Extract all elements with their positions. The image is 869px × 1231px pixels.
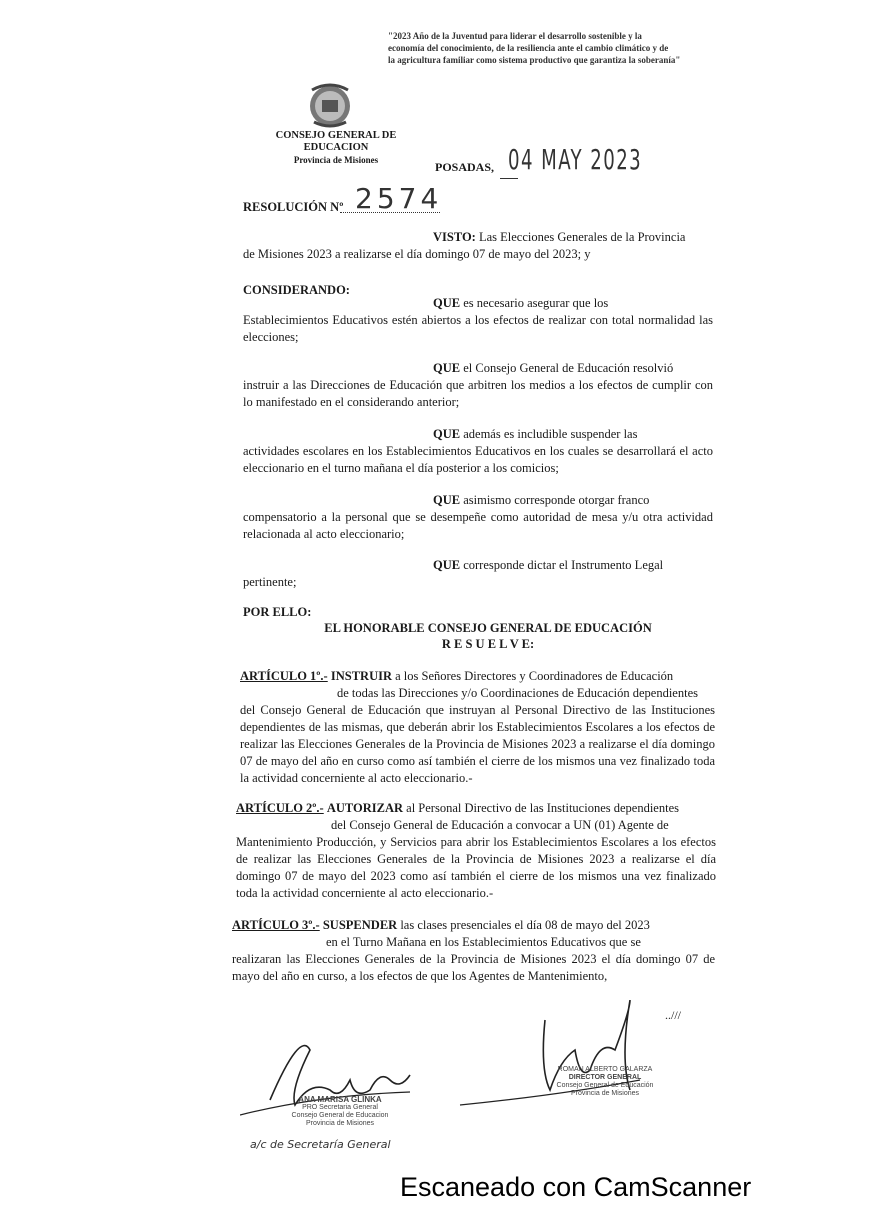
place-label: POSADAS, (435, 160, 495, 174)
date-underline (500, 178, 518, 179)
resuelve-heading: R E S U E L V E: (441, 637, 535, 651)
council-heading: EL HONORABLE CONSEJO GENERAL DE EDUCACIÓN (324, 621, 652, 635)
resolution-number: 2574 (355, 182, 443, 215)
org-name: CONSEJO GENERAL DE EDUCACION Provincia de Misiones (275, 130, 397, 165)
article-1: ARTÍCULO 1º.- INSTRUIR a los Señores Directores y Coordinadores de Educación de todas las Direcciones y/o Coordinaciones de Educación dependientes del Consejo General de Educación que instruyan al Personal Directivo de las Instituciones dependientes de las mismas, que deberán abrir los Establecimientos Escolares a los efectos de realizar las Elecciones Generales de la Provincia de Misiones 2023 a realizarse el día domingo 07 de mayo del año en curso como así también el cierre de los mismos una vez finalizado toda la actividad concerniente al acto eleccionario.- (240, 669, 715, 785)
considerando-4: QUE asimismo corresponde otorgar franco compensatorio a la personal que se desempeñe como autoridad de mesa y/u otra actividad relacionada al acto eleccionario; (243, 493, 713, 541)
date-stamp: 04 MAY 2023 (508, 143, 643, 176)
considerando-3: QUE además es includible suspender las actividades escolares en los Establecimientos Educativos en los cuales se desarrollará el acto eleccionario en el turno mañana el día posterior a los comicios; (243, 427, 713, 475)
camscanner-watermark: Escaneado con CamScanner (400, 1172, 752, 1202)
considerando-5: QUE corresponde dictar el Instrumento Legal pertinente; (243, 558, 664, 589)
continues-mark: ../// (665, 1008, 682, 1022)
article-2: ARTÍCULO 2º.- AUTORIZAR al Personal Directivo de las Instituciones dependientes del Consejo General de Educación a convocar a UN (01) Agente de Mantenimiento Producción, y Servicios para abrir los Establecimientos Escolares a los efectos de realizar las Elecciones Generales de la Provincia de Misiones 2023 a realizarse el día domingo 07 de mayo del 2023 como así también el cierre de los mismos una vez finalizado toda la actividad concerniente al acto eleccionario.- (236, 801, 716, 900)
por-ello-heading: POR ELLO: (243, 605, 312, 619)
considerando-heading: CONSIDERANDO: (243, 283, 350, 297)
resolution-label: RESOLUCIÓN Nº (243, 200, 344, 214)
signature-right: ROMAN ALBERTO GALARZA DIRECTOR GENERAL Consejo General de Educación Provincia de Misiones (440, 1000, 680, 1130)
province-seal-icon (306, 80, 354, 130)
article-3: ARTÍCULO 3º.- SUSPENDER las clases presenciales el día 08 de mayo del 2023 en el Turno Mañana en los Establecimientos Educativos que se realizaran las Elecciones Generales de la Provincia de Misiones 2023 el día domingo 07 de mayo del año en curso, a los efectos de que los Agentes de Mantenimiento, (232, 918, 715, 983)
signature-left: ANA MARISA GLINKA PRO Secretaria General Consejo General de Educacion Provincia de Misiones a/c de Secretaría General (240, 1020, 440, 1160)
considerando-2: QUE el Consejo General de Educación resolvió instruir a las Direcciones de Educación que arbitren los medios a los efectos de cumplir con lo manifestado en el considerando anterior; (243, 361, 713, 409)
visto-section: VISTO: Las Elecciones Generales de la Provincia de Misiones 2023 a realizarse el día domingo 07 de mayo del 2023; y (243, 230, 686, 261)
header-quote: "2023 Año de la Juventud para liderar el desarrollo sostenible y la economía del conocimiento, de la resiliencia ante el cambio climático y de la agricultura familiar como sistema productivo que garantiza la soberanía" (388, 31, 681, 65)
considerando-1: QUE es necesario asegurar que los Establecimientos Educativos estén abiertos a los efectos de realizar con total normalidad las elecciones; (243, 296, 713, 344)
